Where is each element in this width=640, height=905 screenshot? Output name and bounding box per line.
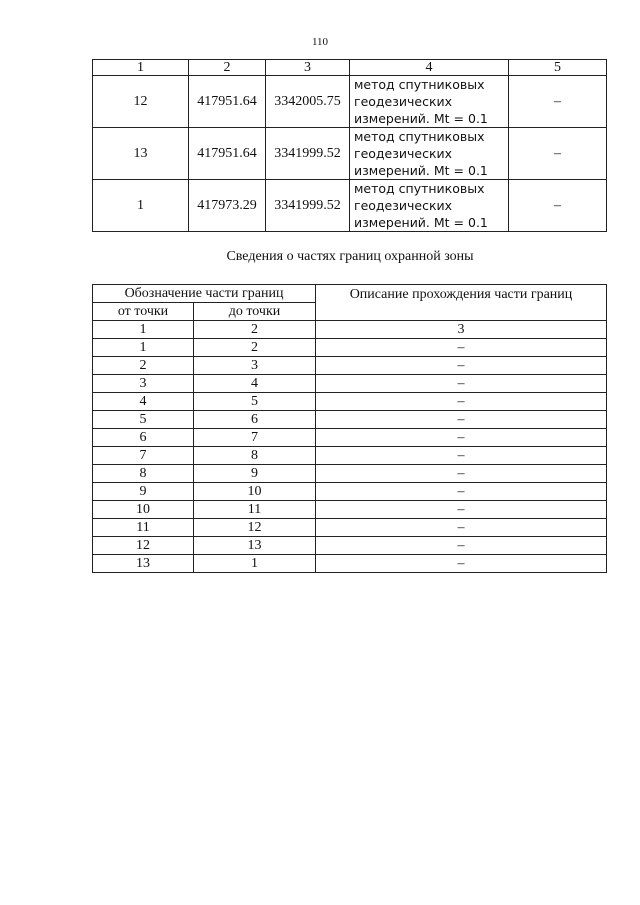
to-point: 13	[194, 537, 316, 555]
to-point: 6	[194, 411, 316, 429]
part-description: –	[316, 357, 607, 375]
part-description: –	[316, 483, 607, 501]
table-row	[93, 501, 607, 519]
from-point: 3	[93, 375, 194, 393]
from-point: 12	[93, 537, 194, 555]
part-description: –	[316, 519, 607, 537]
extra-value: –	[509, 128, 607, 180]
part-description: –	[316, 555, 607, 573]
method-description	[350, 128, 509, 180]
column-number-row	[93, 321, 607, 339]
column-header: 4	[350, 60, 509, 76]
from-point: 1	[93, 339, 194, 357]
method-line: измерений. Mt = 0.1	[354, 111, 488, 126]
from-point: 2	[93, 357, 194, 375]
table-row	[93, 465, 607, 483]
table-row	[93, 375, 607, 393]
method-description	[350, 76, 509, 128]
from-point: 9	[93, 483, 194, 501]
point-number: 12	[93, 76, 189, 128]
column-header: 1	[93, 60, 189, 76]
method-description	[350, 180, 509, 232]
method-line: метод спутниковых	[354, 77, 485, 92]
y-coordinate: 3341999.52	[266, 128, 350, 180]
part-description: –	[316, 375, 607, 393]
to-point: 11	[194, 501, 316, 519]
part-description: –	[316, 339, 607, 357]
column-number: 1	[93, 321, 194, 339]
to-point: 10	[194, 483, 316, 501]
from-point: 13	[93, 555, 194, 573]
part-description: –	[316, 465, 607, 483]
table-row	[93, 357, 607, 375]
to-point: 9	[194, 465, 316, 483]
boundary-parts-table	[92, 284, 607, 573]
method-line: геодезических	[354, 146, 453, 161]
column-header: 5	[509, 60, 607, 76]
to-point: 3	[194, 357, 316, 375]
method-line: измерений. Mt = 0.1	[354, 215, 488, 230]
description-header: Описание прохождения части границ	[316, 285, 607, 321]
to-point: 7	[194, 429, 316, 447]
from-point: 10	[93, 501, 194, 519]
extra-value: –	[509, 180, 607, 232]
table-row	[93, 76, 607, 128]
from-point: 5	[93, 411, 194, 429]
column-number: 3	[316, 321, 607, 339]
page-number: 110	[311, 36, 329, 48]
x-coordinate: 417951.64	[189, 76, 266, 128]
extra-value: –	[509, 76, 607, 128]
from-point: 8	[93, 465, 194, 483]
method-line: метод спутниковых	[354, 181, 485, 196]
to-point: 4	[194, 375, 316, 393]
part-description: –	[316, 537, 607, 555]
part-description: –	[316, 447, 607, 465]
table-row	[93, 128, 607, 180]
column-header: 3	[266, 60, 350, 76]
y-coordinate: 3341999.52	[266, 180, 350, 232]
to-point: 12	[194, 519, 316, 537]
table-row	[93, 519, 607, 537]
parts-header-row	[93, 285, 607, 303]
table-row	[93, 447, 607, 465]
to-point: 1	[194, 555, 316, 573]
section-title: Сведения о частях границ охранной зоны	[226, 249, 474, 264]
from-point: 6	[93, 429, 194, 447]
part-description: –	[316, 501, 607, 519]
point-number: 1	[93, 180, 189, 232]
table-row	[93, 180, 607, 232]
to-point: 2	[194, 339, 316, 357]
method-line: геодезических	[354, 94, 453, 109]
to-point: 8	[194, 447, 316, 465]
table-row	[93, 483, 607, 501]
to-point-header: до точки	[194, 303, 316, 321]
method-line: метод спутниковых	[354, 129, 485, 144]
coordinates-table	[92, 59, 607, 232]
table-row	[93, 339, 607, 357]
table-row	[93, 393, 607, 411]
part-description: –	[316, 393, 607, 411]
from-point: 11	[93, 519, 194, 537]
x-coordinate: 417951.64	[189, 128, 266, 180]
x-coordinate: 417973.29	[189, 180, 266, 232]
part-description: –	[316, 411, 607, 429]
column-header: 2	[189, 60, 266, 76]
from-point: 4	[93, 393, 194, 411]
from-point: 7	[93, 447, 194, 465]
point-number: 13	[93, 128, 189, 180]
column-number: 2	[194, 321, 316, 339]
from-point-header: от точки	[93, 303, 194, 321]
y-coordinate: 3342005.75	[266, 76, 350, 128]
table-row	[93, 555, 607, 573]
coordinates-header-row	[93, 60, 607, 76]
table-row	[93, 411, 607, 429]
method-line: геодезических	[354, 198, 453, 213]
boundary-designation-header: Обозначение части границ	[93, 285, 316, 303]
to-point: 5	[194, 393, 316, 411]
table-row	[93, 537, 607, 555]
method-line: измерений. Mt = 0.1	[354, 163, 488, 178]
table-row	[93, 429, 607, 447]
part-description: –	[316, 429, 607, 447]
